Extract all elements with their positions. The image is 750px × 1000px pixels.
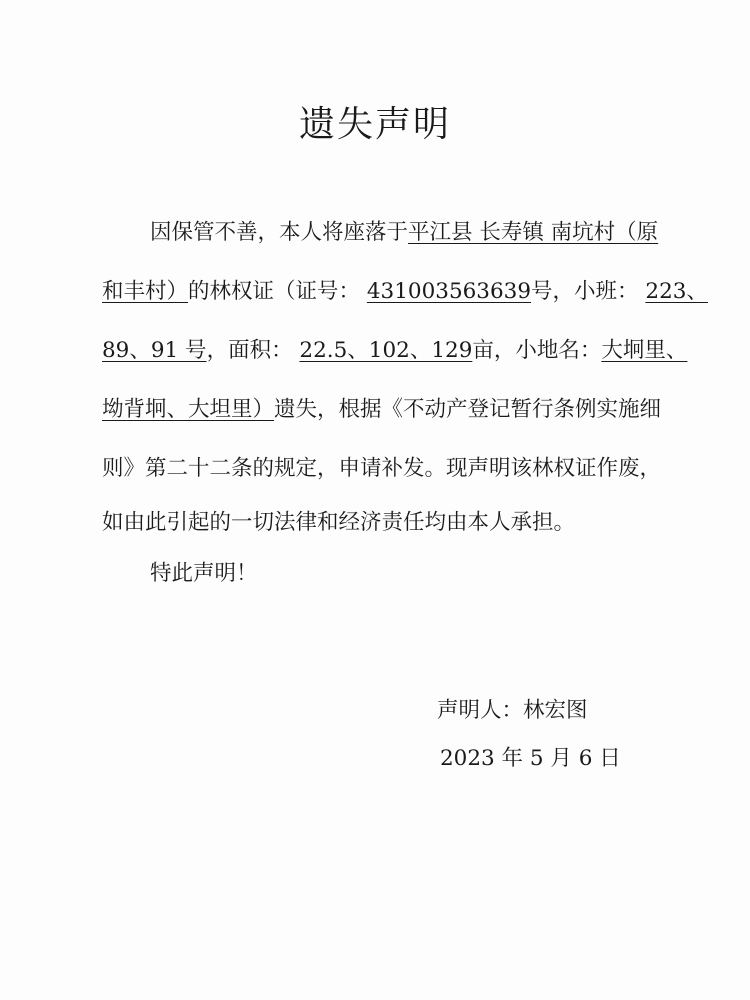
body-line-2 [102,274,708,305]
closing-text: 特此声明！ [150,561,258,586]
place-name-text: 大坰里、 [601,338,688,363]
document-title: 遗失声明 [298,104,451,145]
body-text: 的林权证（证号： [188,279,361,304]
subcompartment-text: 89、91 号 [102,338,207,363]
subcompartment-text: 223、 [645,279,708,304]
body-line-5: 则》第二十二条的规定，申请补发。现声明该林权证作废， [102,456,662,481]
declarant-name: 声明人：林宏图 [437,698,588,723]
body-line-3 [102,333,687,364]
location-text: 平江县 长寿镇 南坑村（原 [408,220,659,245]
body-text: 因保管不善，本人将座落于 [150,220,409,245]
body-text: ，面积： [206,338,293,363]
area-text: 22.5、102、129 [299,338,473,363]
village-text: 和丰村） [102,279,189,304]
certificate-number: 431003563639 [366,279,532,304]
body-text: 号，小班： [531,279,639,304]
body-text: 亩，小地名： [472,338,602,363]
place-name-text: 坳背坰、大坦里） [102,397,275,422]
body-line-6: 如由此引起的一切法律和经济责任均由本人承担。 [102,510,576,535]
body-line-4 [102,392,661,423]
body-text: 遗失，根据《不动产登记暂行条例实施细 [274,397,662,422]
declaration-date: 2023 年 5 月 6 日 [440,746,621,771]
body-line-1 [150,215,658,246]
